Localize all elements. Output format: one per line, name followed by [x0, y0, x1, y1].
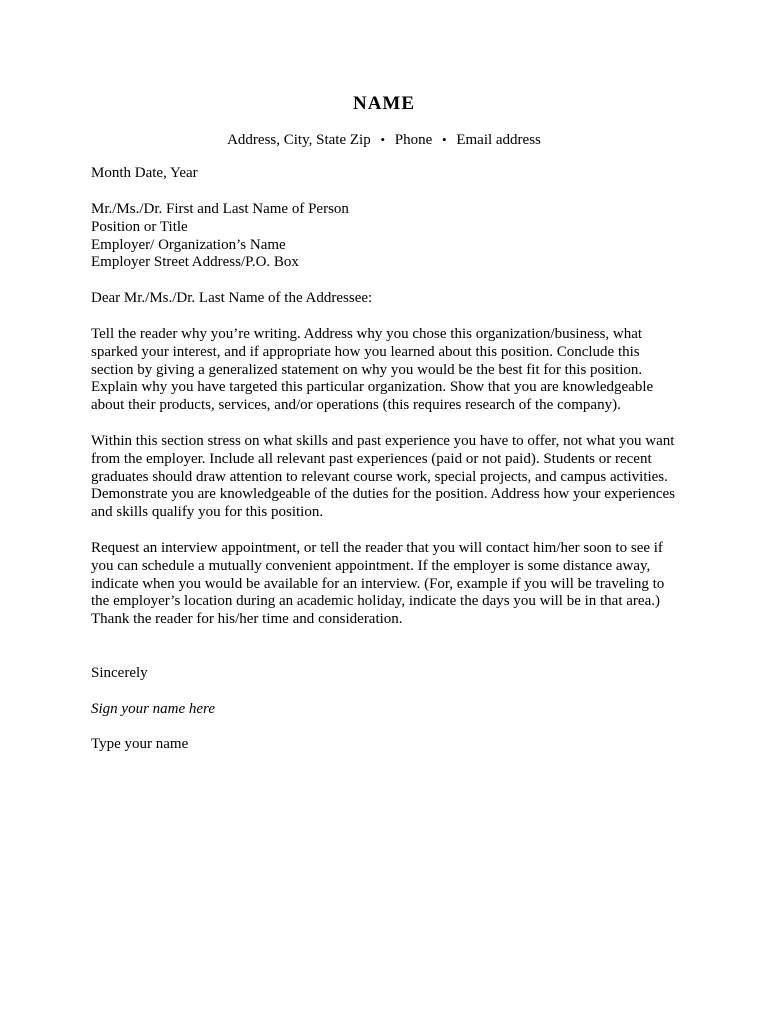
- paragraph-request: [91, 540, 691, 629]
- contact-line: [0, 131, 768, 149]
- recipient-employer: Employer/ Organization’s Name: [91, 236, 286, 253]
- paragraph-line: sparked your interest, and if appropriate how you learned about this position. Conclude this: [91, 343, 640, 360]
- contact-email: Email address: [456, 132, 541, 148]
- salutation: Dear Mr./Ms./Dr. Last Name of the Addressee:: [91, 290, 373, 306]
- paragraph-intro: [91, 326, 691, 415]
- paragraph-line: Demonstrate you are knowledgeable of the duties for the position. Address how your experiences: [91, 486, 676, 503]
- paragraph-line: from the employer. Include all relevant past experiences (paid or not paid). Students or recent: [91, 450, 652, 467]
- recipient-position: Position or Title: [91, 218, 188, 235]
- letter-date: Month Date, Year: [91, 165, 198, 181]
- paragraph-line: Thank the reader for his/her time and consideration.: [91, 611, 403, 628]
- contact-address: Address, City, State Zip: [227, 132, 371, 148]
- paragraph-line: section by giving a generalized statement on why you would be the best fit for this position.: [91, 361, 643, 378]
- paragraph-line: Explain why you have targeted this particular organization. Show that you are knowledgeable: [91, 379, 654, 396]
- bullet-separator: •: [380, 132, 386, 147]
- signature-placeholder: Sign your name here: [91, 701, 215, 717]
- paragraph-line: and skills qualify you for this position.: [91, 504, 324, 521]
- bullet-separator: •: [442, 132, 447, 147]
- paragraph-line: Within this section stress on what skills and past experience you have to offer, not what you want: [91, 433, 675, 449]
- paragraph-line: graduates should draw attention to relevant course work, special projects, and campus activities.: [91, 468, 668, 485]
- paragraph-line: Tell the reader why you’re writing. Address why you chose this organization/business, what: [91, 326, 643, 342]
- recipient-block: [91, 201, 691, 272]
- recipient-address: Employer Street Address/P.O. Box: [91, 254, 299, 271]
- valediction: Sincerely: [91, 665, 148, 681]
- paragraph-skills: [91, 433, 691, 522]
- applicant-name-heading: NAME: [352, 93, 416, 114]
- paragraph-line: the employer’s location during an academic holiday, indicate the days you will be in that area.): [91, 593, 660, 610]
- paragraph-line: Request an interview appointment, or tell the reader that you will contact him/her soon to see if: [91, 540, 663, 556]
- contact-phone: Phone: [394, 132, 433, 148]
- paragraph-line: you can schedule a mutually convenient appointment. If the employer is some distance away,: [91, 557, 651, 574]
- recipient-name: Mr./Ms./Dr. First and Last Name of Person: [91, 201, 349, 217]
- paragraph-line: about their products, services, and/or operations (this requires research of the company).: [91, 397, 621, 414]
- typed-name: Type your name: [91, 736, 189, 752]
- paragraph-line: indicate when you would be available for an interview. (For, example if you will be traveling to: [91, 575, 665, 592]
